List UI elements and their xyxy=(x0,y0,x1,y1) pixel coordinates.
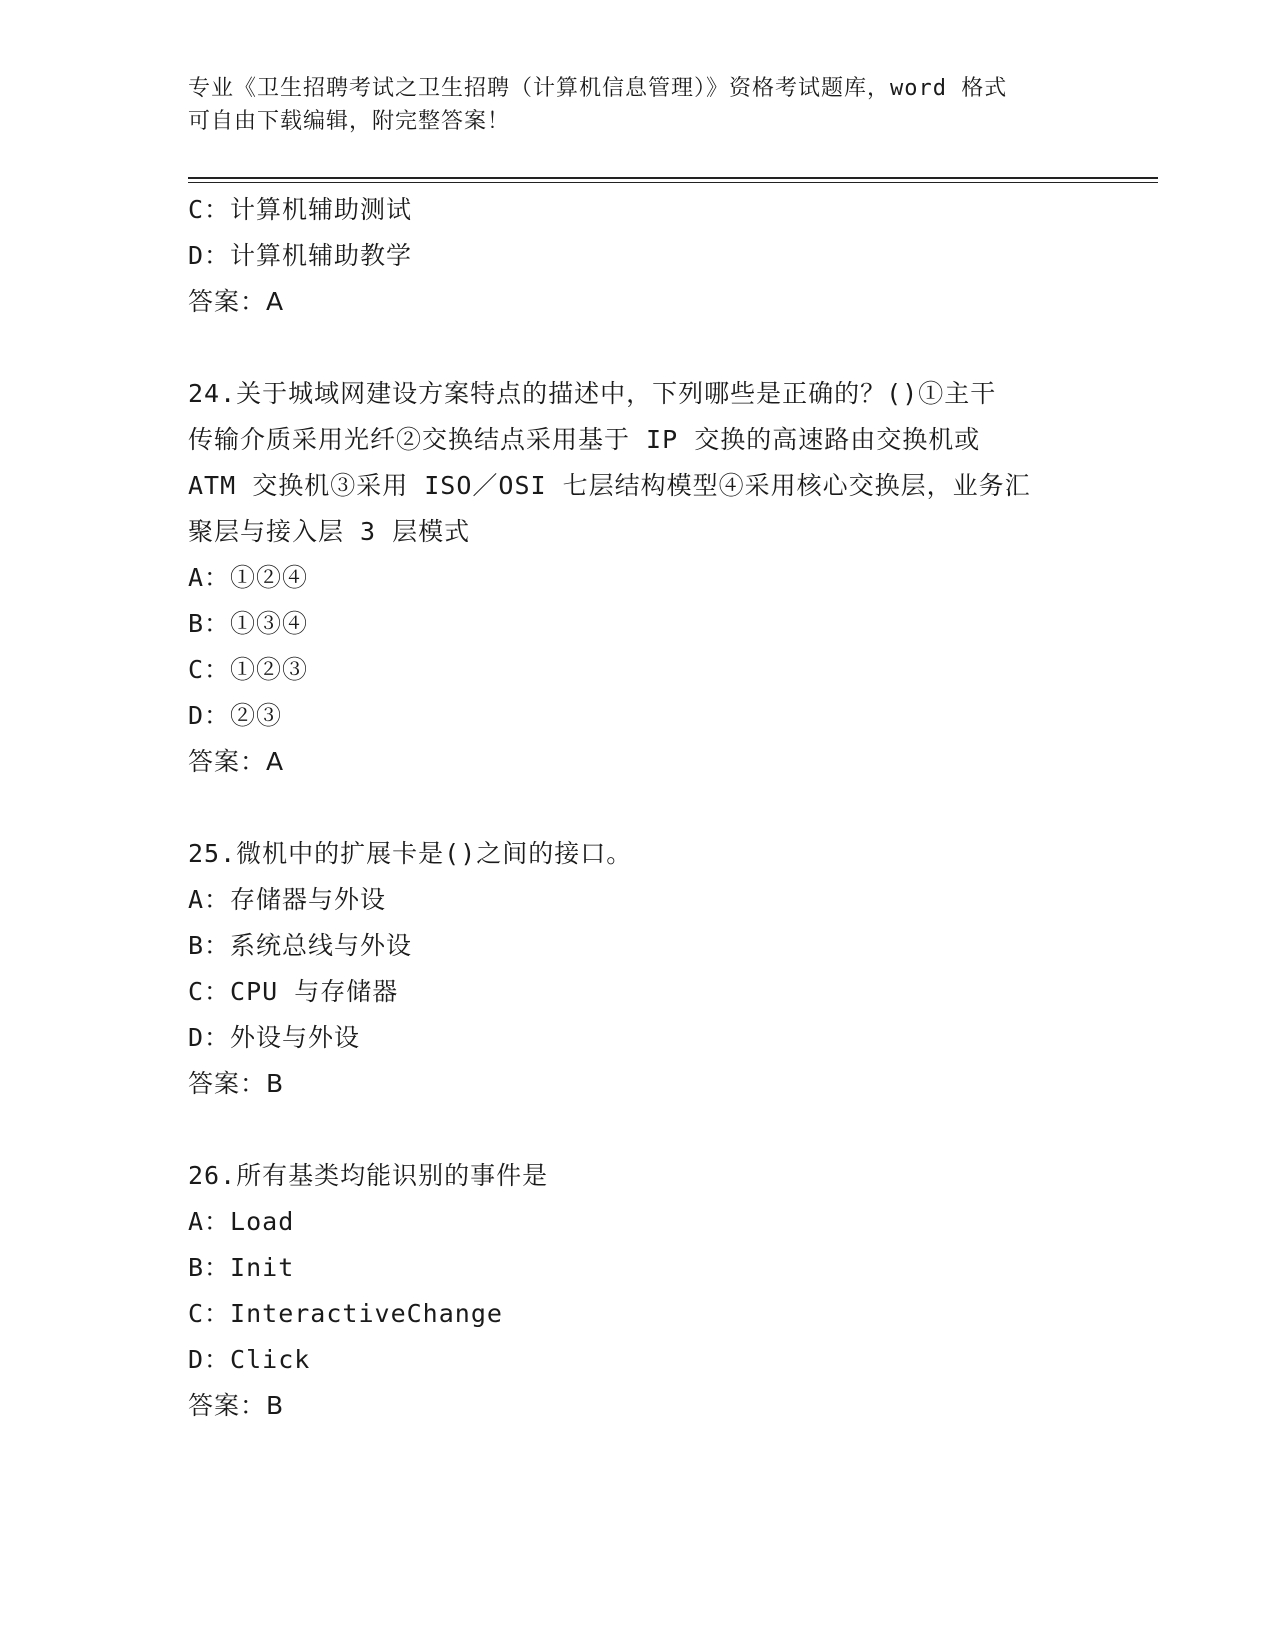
question-26 xyxy=(188,1153,1088,1429)
header-line-2: 可自由下载编辑，附完整答案！ xyxy=(188,109,511,134)
option-d: D：Click xyxy=(188,1345,311,1374)
question-25 xyxy=(188,831,1088,1107)
question-23-continued xyxy=(188,187,1088,325)
question-text-line: ATM 交换机③采用 ISO／OSI 七层结构模型④采用核心交换层，业务汇 xyxy=(188,471,1031,500)
option-d: D：外设与外设 xyxy=(188,1023,361,1052)
option-a: A：存储器与外设 xyxy=(188,885,387,914)
question-list xyxy=(188,187,1088,1429)
option-c: C：InteractiveChange xyxy=(188,1299,503,1328)
option-d: D：计算机辅助教学 xyxy=(188,241,413,270)
question-text-line: 传输介质采用光纤②交换结点采用基于 IP 交换的高速路由交换机或 xyxy=(188,425,981,454)
header-line-1: 专业《卫生招聘考试之卫生招聘（计算机信息管理）》资格考试题库，word 格式 xyxy=(188,76,1008,101)
option-c: C：CPU 与存储器 xyxy=(188,977,399,1006)
option-b: B：系统总线与外设 xyxy=(188,931,413,960)
option-c: C：计算机辅助测试 xyxy=(188,195,413,224)
answer: 答案：B xyxy=(188,1069,285,1098)
spacer xyxy=(188,785,1088,831)
header-divider-thin xyxy=(188,182,1158,183)
option-a: A：Load xyxy=(188,1207,295,1236)
question-text-line: 26.所有基类均能识别的事件是 xyxy=(188,1161,549,1190)
answer: 答案：A xyxy=(188,747,285,776)
header-divider-thick xyxy=(188,177,1158,179)
spacer xyxy=(188,1107,1088,1153)
option-b: B：①③④ xyxy=(188,609,309,638)
question-text-line: 聚层与接入层 3 层模式 xyxy=(188,517,471,546)
option-c: C：①②③ xyxy=(188,655,309,684)
answer: 答案：B xyxy=(188,1391,285,1420)
question-text-line: 25.微机中的扩展卡是()之间的接口。 xyxy=(188,839,633,868)
option-b: B：Init xyxy=(188,1253,295,1282)
spacer xyxy=(188,325,1088,371)
document-header xyxy=(188,72,1088,138)
question-24 xyxy=(188,371,1088,785)
option-a: A：①②④ xyxy=(188,563,309,592)
answer: 答案：A xyxy=(188,287,285,316)
option-d: D：②③ xyxy=(188,701,283,730)
question-text-line: 24.关于城域网建设方案特点的描述中，下列哪些是正确的？()①主干 xyxy=(188,379,997,408)
